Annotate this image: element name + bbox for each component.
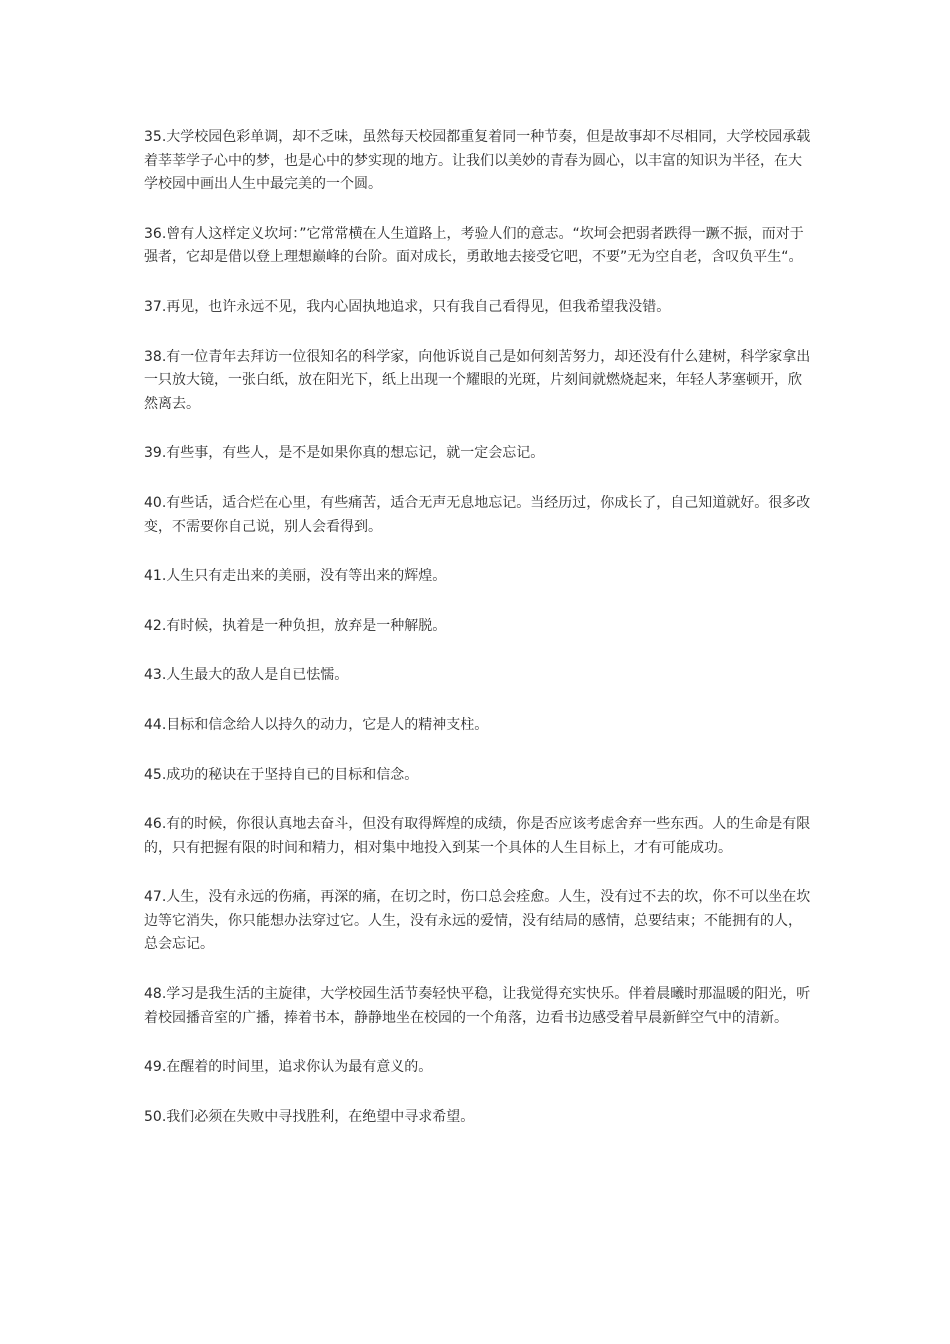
paragraph-42: 42.有时候，执着是一种负担，放弃是一种解脱。 — [144, 617, 447, 634]
paragraph-41: 41.人生只有走出来的美丽，没有等出来的辉煌。 — [144, 568, 447, 585]
paragraph-40: 40.有些话，适合烂在心里，有些痛苦，适合无声无息地忘记。当经历过，你成长了，自己知道就好。很多改变，不需要你自己说，别人会看得到。 — [144, 494, 811, 535]
paragraph-45: 45.成功的秘诀在于坚持自已的目标和信念。 — [144, 766, 419, 783]
paragraph-35: 35.大学校园色彩单调，却不乏味，虽然每天校园都重复着同一种节奏，但是故事却不尽相同，大学校园承载着莘莘学子心中的梦，也是心中的梦实现的地方。让我们以美妙的青春为圆心，以丰富的知识为半径，在大学校园中画出人生中最完美的一个圆。 — [144, 129, 811, 193]
paragraph-50: 50.我们必须在失败中寻找胜利，在绝望中寻求希望。 — [144, 1108, 475, 1125]
paragraph-48: 48.学习是我生活的主旋律，大学校园生活节奏轻快平稳，让我觉得充实快乐。伴着晨曦时那温暖的阳光，听着校园播音室的广播，捧着书本，静静地坐在校园的一个角落，边看书边感受着早晨新鲜空气中的清新。 — [144, 986, 811, 1026]
paragraph-47: 47.人生，没有永远的伤痛，再深的痛，在切之时，伤口总会痊愈。人生，没有过不去的坎，你不可以坐在坎边等它消失，你只能想办法穿过它。人生，没有永远的爱情，没有结局的感情，总要结束；不能拥有的人，总会忘记。 — [144, 889, 811, 953]
paragraph-36: 36.曾有人这样定义坎坷：”它常常横在人生道路上，考验人们的意志。“坎坷会把弱者跌得一蹶不振，而对于强者，它却是借以登上理想巅峰的台阶。面对成长，勇敢地去接受它吧，不要”无为空自老，含叹负平生“。 — [144, 225, 804, 266]
paragraph-43: 43.人生最大的敌人是自已怯懦。 — [144, 667, 349, 684]
paragraph-38: 38.有一位青年去拜访一位很知名的科学家，向他诉说自己是如何刻苦努力，却还没有什么建树，科学家拿出一只放大镜，一张白纸，放在阳光下，纸上出现一个耀眼的光斑，片刻间就燃烧起来，年轻人茅塞顿开，欣然离去。 — [144, 348, 811, 412]
paragraph-39: 39.有些事，有些人，是不是如果你真的想忘记，就一定会忘记。 — [144, 445, 545, 462]
document-body — [144, 126, 812, 1155]
paragraph-46: 46.有的时候，你很认真地去奋斗，但没有取得辉煌的成绩，你是否应该考虑舍弃一些东西。人的生命是有限的，只有把握有限的时间和精力，相对集中地投入到某一个具体的人生目标上，才有可能成功。 — [144, 816, 811, 856]
paragraph-37: 37.再见，也许永远不见，我内心固执地追求，只有我自己看得见，但我希望我没错。 — [144, 298, 671, 315]
paragraph-44: 44.目标和信念给人以持久的动力，它是人的精神支柱。 — [144, 716, 489, 733]
paragraph-49: 49.在醒着的时间里，追求你认为最有意义的。 — [144, 1059, 433, 1076]
